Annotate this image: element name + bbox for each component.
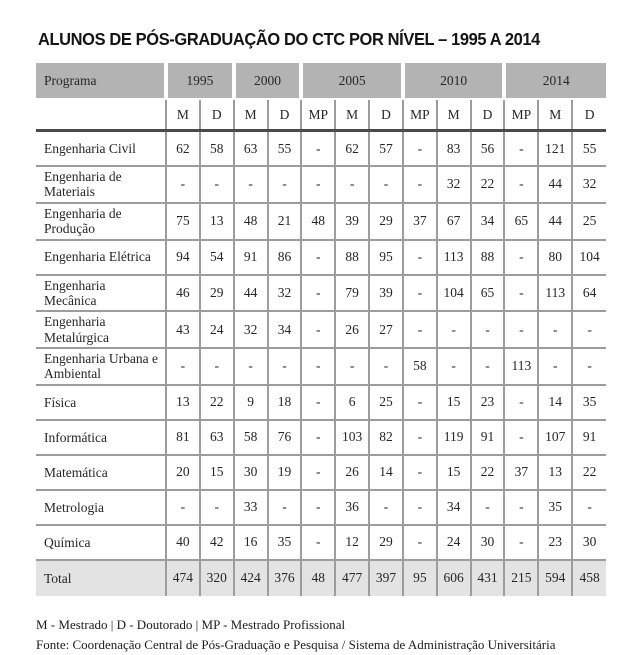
value-cell: 13 [538, 455, 572, 490]
program-name: Química [36, 525, 166, 560]
value-cell: - [301, 455, 335, 490]
value-cell: 46 [166, 275, 200, 312]
value-cell: 54 [200, 240, 234, 275]
table-row-engenharia-de-producao [36, 203, 606, 240]
value-cell: - [504, 166, 538, 203]
table-row-engenharia-metalurgica [36, 311, 606, 348]
value-cell: - [572, 348, 606, 385]
value-cell: - [538, 348, 572, 385]
value-cell: - [200, 348, 234, 385]
value-cell: 25 [572, 203, 606, 240]
value-cell: 79 [335, 275, 369, 312]
value-cell: 15 [200, 455, 234, 490]
program-name: Total [36, 560, 166, 596]
value-cell: - [471, 490, 505, 525]
value-cell: 67 [437, 203, 471, 240]
value-cell: 26 [335, 455, 369, 490]
value-cell: 104 [572, 240, 606, 275]
value-cell: 86 [268, 240, 302, 275]
program-name: Engenharia de Produção [36, 203, 166, 240]
value-cell: - [234, 348, 268, 385]
value-cell: 477 [335, 560, 369, 596]
value-cell: - [504, 275, 538, 312]
value-cell: - [268, 490, 302, 525]
value-cell: 13 [166, 385, 200, 420]
value-cell: - [504, 131, 538, 167]
table-row-total [36, 560, 606, 596]
value-cell: 55 [572, 131, 606, 167]
table-row-informatica [36, 420, 606, 455]
value-cell: - [403, 131, 437, 167]
value-cell: - [471, 311, 505, 348]
value-cell: 57 [369, 131, 403, 167]
value-cell: - [403, 275, 437, 312]
value-cell: 35 [572, 385, 606, 420]
value-cell: 64 [572, 275, 606, 312]
value-cell: 458 [572, 560, 606, 596]
value-cell: - [166, 166, 200, 203]
students-table [36, 63, 606, 596]
value-cell: 26 [335, 311, 369, 348]
value-cell: - [301, 275, 335, 312]
value-cell: 94 [166, 240, 200, 275]
value-cell: - [403, 455, 437, 490]
value-cell: 48 [301, 560, 335, 596]
value-cell: - [301, 131, 335, 167]
value-cell: 119 [437, 420, 471, 455]
value-cell: 34 [437, 490, 471, 525]
value-cell: 107 [538, 420, 572, 455]
value-cell: 58 [234, 420, 268, 455]
level-header-2014-d: D [572, 99, 606, 131]
value-cell: - [504, 525, 538, 560]
value-cell: 36 [335, 490, 369, 525]
value-cell: 65 [471, 275, 505, 312]
value-cell: 39 [335, 203, 369, 240]
value-cell: 18 [268, 385, 302, 420]
table-row-engenharia-civil [36, 131, 606, 167]
value-cell: 37 [403, 203, 437, 240]
year-header-2000: 2000 [234, 63, 302, 99]
value-cell: - [471, 348, 505, 385]
value-cell: 32 [572, 166, 606, 203]
page-title: ALUNOS DE PÓS-GRADUAÇÃO DO CTC POR NÍVEL – 1995 A 2014 [38, 29, 540, 49]
value-cell: 22 [200, 385, 234, 420]
value-cell: 35 [268, 525, 302, 560]
value-cell: - [504, 311, 538, 348]
value-cell: 13 [200, 203, 234, 240]
value-cell: 33 [234, 490, 268, 525]
value-cell: 23 [538, 525, 572, 560]
value-cell: - [301, 385, 335, 420]
value-cell: 14 [369, 455, 403, 490]
value-cell: 15 [437, 455, 471, 490]
value-cell: - [403, 385, 437, 420]
program-name: Engenharia de Materiais [36, 166, 166, 203]
value-cell: 63 [234, 131, 268, 167]
value-cell: 15 [437, 385, 471, 420]
level-header-2010-d: D [471, 99, 505, 131]
value-cell: - [301, 311, 335, 348]
value-cell: 76 [268, 420, 302, 455]
value-cell: 16 [234, 525, 268, 560]
value-cell: 88 [471, 240, 505, 275]
table-row-matematica [36, 455, 606, 490]
value-cell: 9 [234, 385, 268, 420]
value-cell: 22 [471, 455, 505, 490]
table-row-engenharia-mecanica [36, 275, 606, 312]
program-name: Informática [36, 420, 166, 455]
value-cell: 40 [166, 525, 200, 560]
value-cell: 19 [268, 455, 302, 490]
table-row-metrologia [36, 490, 606, 525]
value-cell: 91 [471, 420, 505, 455]
table-footer [36, 615, 640, 655]
program-name: Engenharia Urbana e Ambiental [36, 348, 166, 385]
value-cell: 83 [437, 131, 471, 167]
program-name: Metrologia [36, 490, 166, 525]
value-cell: - [437, 348, 471, 385]
value-cell: - [335, 166, 369, 203]
value-cell: 24 [437, 525, 471, 560]
value-cell: - [403, 525, 437, 560]
year-header-row [36, 63, 606, 99]
level-header-2000-m: M [234, 99, 268, 131]
value-cell: 58 [403, 348, 437, 385]
value-cell: - [369, 348, 403, 385]
value-cell: 62 [335, 131, 369, 167]
value-cell: 39 [369, 275, 403, 312]
value-cell: 30 [572, 525, 606, 560]
value-cell: 29 [369, 203, 403, 240]
value-cell: - [301, 166, 335, 203]
value-cell: 6 [335, 385, 369, 420]
year-header-2010: 2010 [403, 63, 505, 99]
value-cell: - [301, 348, 335, 385]
value-cell: 91 [234, 240, 268, 275]
level-header-2000-d: D [268, 99, 302, 131]
value-cell: 44 [538, 166, 572, 203]
program-name: Matemática [36, 455, 166, 490]
value-cell: - [403, 420, 437, 455]
table-body [36, 131, 606, 596]
value-cell: - [369, 166, 403, 203]
value-cell: 32 [268, 275, 302, 312]
program-column-header: Programa [36, 63, 166, 99]
value-cell: - [369, 490, 403, 525]
value-cell: 48 [234, 203, 268, 240]
value-cell: 594 [538, 560, 572, 596]
value-cell: 44 [234, 275, 268, 312]
value-cell: - [403, 166, 437, 203]
value-cell: - [268, 166, 302, 203]
value-cell: 113 [504, 348, 538, 385]
value-cell: 29 [369, 525, 403, 560]
value-cell: - [301, 490, 335, 525]
value-cell: 55 [268, 131, 302, 167]
value-cell: - [200, 166, 234, 203]
value-cell: 14 [538, 385, 572, 420]
value-cell: 103 [335, 420, 369, 455]
value-cell: 22 [471, 166, 505, 203]
value-cell: 121 [538, 131, 572, 167]
program-name: Engenharia Elétrica [36, 240, 166, 275]
value-cell: - [166, 490, 200, 525]
program-name: Engenharia Mecânica [36, 275, 166, 312]
year-header-2005: 2005 [301, 63, 403, 99]
value-cell: 474 [166, 560, 200, 596]
value-cell: - [301, 525, 335, 560]
program-name: Engenharia Civil [36, 131, 166, 167]
value-cell: 32 [234, 311, 268, 348]
value-cell: - [301, 420, 335, 455]
value-cell: 20 [166, 455, 200, 490]
value-cell: 80 [538, 240, 572, 275]
value-cell: - [572, 311, 606, 348]
value-cell: - [437, 311, 471, 348]
level-header-2010-m: M [437, 99, 471, 131]
value-cell: 91 [572, 420, 606, 455]
level-header-2005-m: M [335, 99, 369, 131]
value-cell: 320 [200, 560, 234, 596]
table-row-engenharia-urbana-e-ambiental [36, 348, 606, 385]
value-cell: 37 [504, 455, 538, 490]
value-cell: 34 [471, 203, 505, 240]
value-cell: 62 [166, 131, 200, 167]
value-cell: 24 [200, 311, 234, 348]
value-cell: - [504, 385, 538, 420]
value-cell: 34 [268, 311, 302, 348]
value-cell: 65 [504, 203, 538, 240]
program-name: Física [36, 385, 166, 420]
value-cell: 63 [200, 420, 234, 455]
value-cell: 104 [437, 275, 471, 312]
value-cell: - [335, 348, 369, 385]
value-cell: 27 [369, 311, 403, 348]
value-cell: 424 [234, 560, 268, 596]
value-cell: 43 [166, 311, 200, 348]
value-cell: - [403, 490, 437, 525]
value-cell: 12 [335, 525, 369, 560]
value-cell: - [504, 240, 538, 275]
value-cell: 42 [200, 525, 234, 560]
level-header-2010-mp: MP [403, 99, 437, 131]
value-cell: - [572, 490, 606, 525]
value-cell: 95 [369, 240, 403, 275]
value-cell: 113 [538, 275, 572, 312]
value-cell: - [301, 240, 335, 275]
value-cell: 25 [369, 385, 403, 420]
value-cell: 30 [471, 525, 505, 560]
value-cell: 75 [166, 203, 200, 240]
value-cell: 56 [471, 131, 505, 167]
value-cell: 397 [369, 560, 403, 596]
value-cell: 30 [234, 455, 268, 490]
value-cell: 376 [268, 560, 302, 596]
value-cell: 95 [403, 560, 437, 596]
level-header-1995-d: D [200, 99, 234, 131]
value-cell: 81 [166, 420, 200, 455]
level-header-2014-m: M [538, 99, 572, 131]
value-cell: 88 [335, 240, 369, 275]
value-cell: 22 [572, 455, 606, 490]
table-row-fisica [36, 385, 606, 420]
value-cell: - [538, 311, 572, 348]
value-cell: - [200, 490, 234, 525]
level-header-empty [36, 99, 166, 131]
value-cell: 606 [437, 560, 471, 596]
value-cell: 431 [471, 560, 505, 596]
level-header-2005-d: D [369, 99, 403, 131]
value-cell: 44 [538, 203, 572, 240]
value-cell: - [166, 348, 200, 385]
source-text: Fonte: Coordenação Central de Pós-Graduação e Pesquisa / Sistema de Administração Universitária [36, 636, 556, 652]
value-cell: - [234, 166, 268, 203]
level-header-1995-m: M [166, 99, 200, 131]
value-cell: - [403, 311, 437, 348]
value-cell: - [268, 348, 302, 385]
value-cell: - [504, 490, 538, 525]
value-cell: 21 [268, 203, 302, 240]
value-cell: 48 [301, 203, 335, 240]
value-cell: 29 [200, 275, 234, 312]
value-cell: 82 [369, 420, 403, 455]
value-cell: 32 [437, 166, 471, 203]
value-cell: 35 [538, 490, 572, 525]
level-header-row [36, 99, 606, 131]
year-header-2014: 2014 [504, 63, 606, 99]
level-header-2005-mp: MP [301, 99, 335, 131]
legend-text: M - Mestrado | D - Doutorado | MP - Mestrado Profissional [36, 616, 346, 632]
value-cell: - [403, 240, 437, 275]
value-cell: 58 [200, 131, 234, 167]
table-row-engenharia-eletrica [36, 240, 606, 275]
level-header-2014-mp: MP [504, 99, 538, 131]
table-row-quimica [36, 525, 606, 560]
value-cell: 113 [437, 240, 471, 275]
table-row-engenharia-de-materiais [36, 166, 606, 203]
year-header-1995: 1995 [166, 63, 234, 99]
value-cell: 23 [471, 385, 505, 420]
program-name: Engenharia Metalúrgica [36, 311, 166, 348]
value-cell: - [504, 420, 538, 455]
value-cell: 215 [504, 560, 538, 596]
